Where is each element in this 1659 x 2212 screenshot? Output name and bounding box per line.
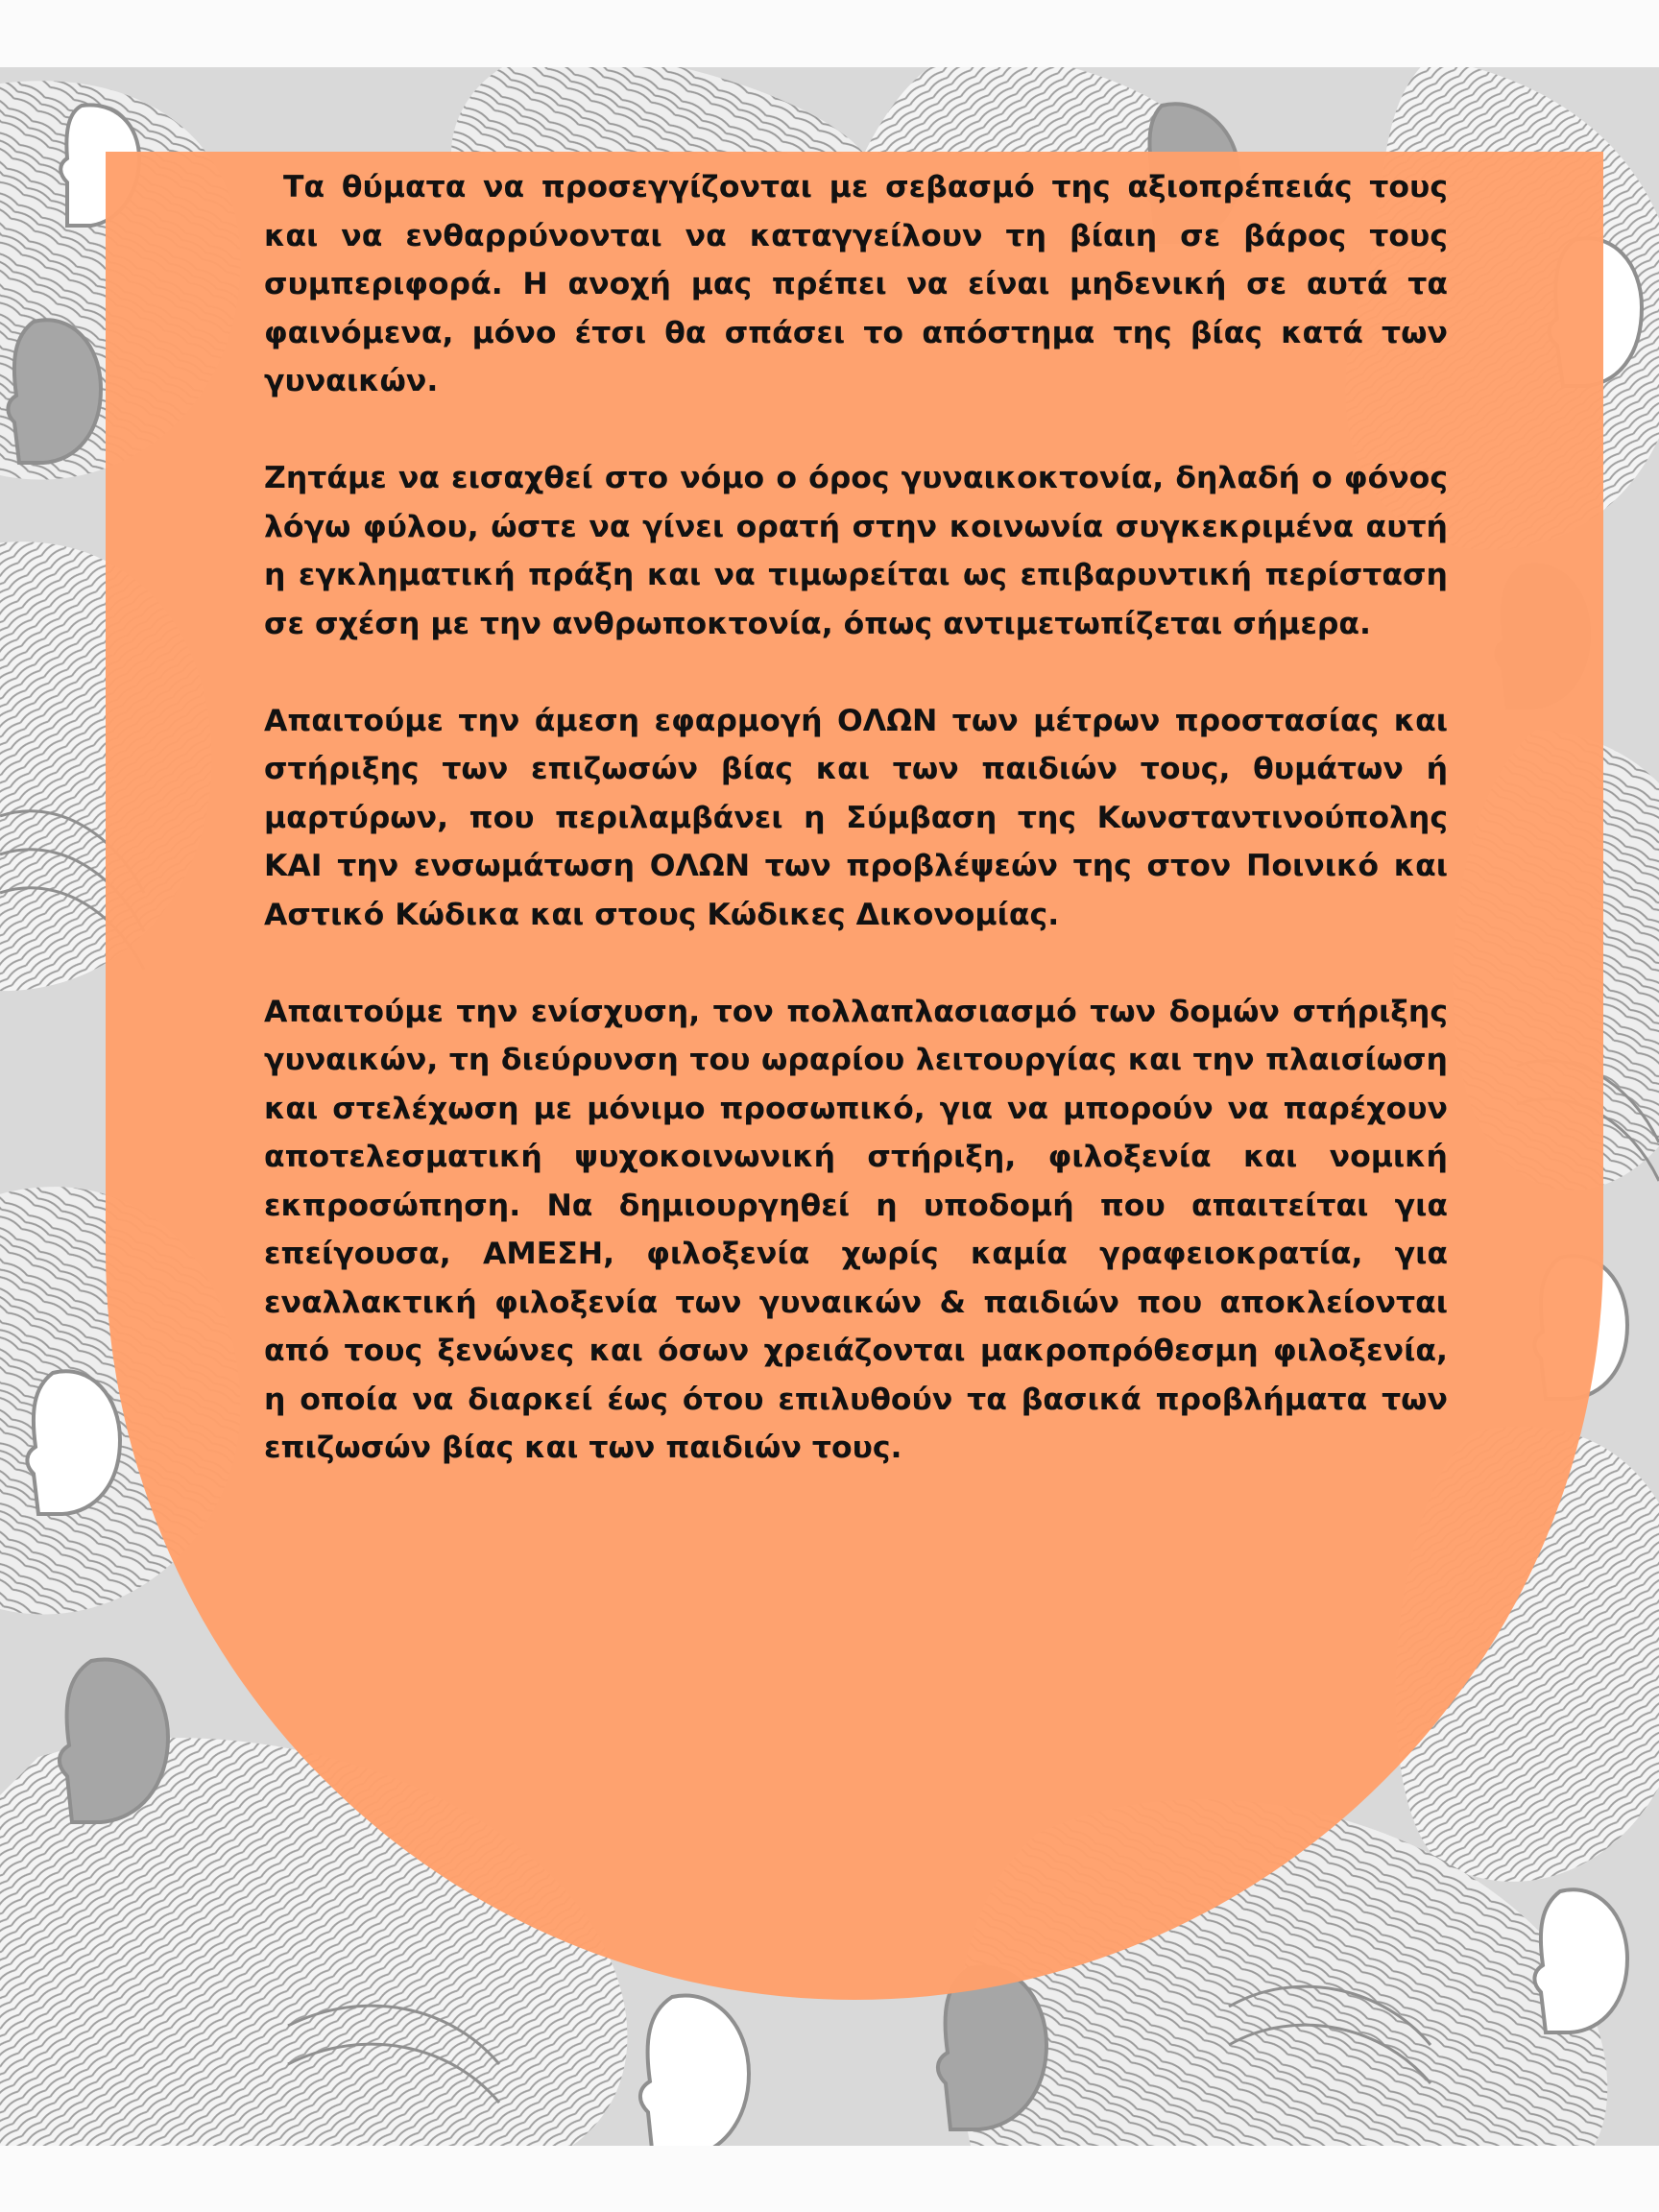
paragraph-femicide-law: Ζητάμε να εισαχθεί στο νόμο ο όρος γυναικοκτονία, δηλαδή ο φόνος λόγω φύλου, ώστε να γίνει ορατή στην κοινωνία συγκεκριμένα αυτή η εγκληματική πράξη και να τιμωρείται ως επιβαρυντική περίσταση σε σχέση με την ανθρωποκτονία, όπως αντιμετωπίζεται σήμερα. bbox=[264, 461, 1448, 641]
paragraph-istanbul-convention: Απαιτούμε την άμεση εφαρμογή ΟΛΩΝ των μέτρων προστασίας και στήριξης των επιζωσών βίας και των παιδιών τους, θυμάτων ή μαρτύρων, που περιλαμβάνει η Σύμβαση της Κωνσταντινούπολης ΚΑΙ την ενσωμάτωση ΟΛΩΝ των προβλέψεών της στον Ποινικό και Αστικό Κώδικα και στους Κώδικες Δικονομίας. bbox=[264, 703, 1448, 932]
body-text bbox=[264, 163, 1448, 1473]
paragraph-support-structures: Απαιτούμε την ενίσχυση, τον πολλαπλασιασμό των δομών στήριξης γυναικών, τη διεύρυνση του ωραρίου λειτουργίας και την πλαισίωση και στελέχωση με μόνιμο προσωπικό, για να μπορούν να παρέχουν αποτελεσματική ψυχοκοινωνική στήριξη, φιλοξενία και νομική εκπροσώπηση. Να δημιουργηθεί η υποδομή που απαιτείται για επείγουσα, ΑΜΕΣΗ, φιλοξενία χωρίς καμία γραφειοκρατία, για εναλλακτική φιλοξενία των γυναικών & παιδιών που αποκλείονται από τους ξενώνες και όσων χρειάζονται μακροπρόθεσμη φιλοξενία, η οποία να διαρκεί έως ότου επιλυθούν τα βασικά προβλήματα των επιζωσών βίας και των παιδιών τους. bbox=[264, 994, 1448, 1465]
paragraph-victims-respect bbox=[264, 163, 1448, 406]
paragraph-1-text: Τα θύματα να προσεγγίζονται με σεβασμό της αξιοπρέπειάς τους και να ενθαρρύνονται να καταγγείλουν τη βίαιη σε βάρος τους συμπεριφορά. Η ανοχή μας πρέπει να είναι μηδενική σε αυτά τα φαινόμενα, μόνο έτσι θα σπάσει το απόστημα της βίας κατά των γυναικών. bbox=[264, 170, 1448, 398]
